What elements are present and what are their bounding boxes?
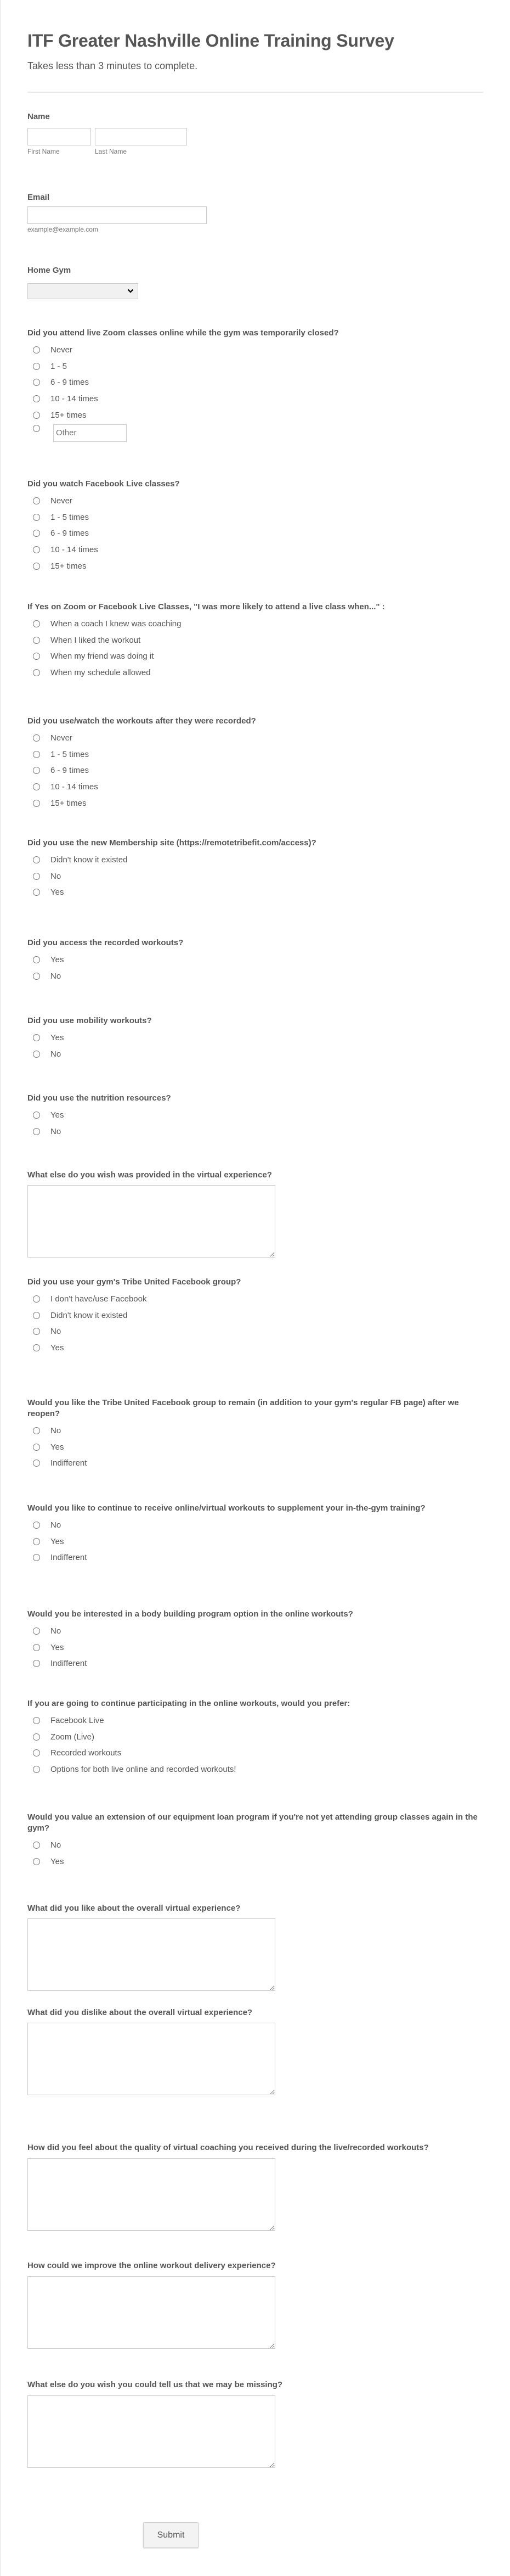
- radio-option[interactable]: No: [33, 1124, 483, 1140]
- radio-option[interactable]: I don't have/use Facebook: [33, 1291, 483, 1307]
- email-field-group: [27, 192, 483, 233]
- radio-button[interactable]: [33, 800, 40, 807]
- radio-option[interactable]: Didn't know it existed: [33, 852, 483, 868]
- radio-option[interactable]: Yes: [33, 1640, 483, 1656]
- question-label: Did you use the new Membership site (https://remotetribefit.com/access)?: [27, 838, 316, 848]
- disliked-textarea[interactable]: [27, 2023, 275, 2095]
- radio-option[interactable]: 6 - 9 times: [33, 525, 483, 542]
- question-label: Did you use the nutrition resources?: [27, 1093, 171, 1103]
- last-name-input[interactable]: [95, 128, 187, 145]
- question-label: How did you feel about the quality of virtual coaching you received during the live/recorded workouts?: [27, 2143, 429, 2152]
- radio-option[interactable]: Yes: [33, 1030, 483, 1046]
- radio-option[interactable]: Yes: [33, 1107, 483, 1124]
- radio-button[interactable]: [33, 514, 40, 521]
- page-left-border: [0, 0, 1, 2576]
- question-access-recorded: [27, 938, 483, 984]
- question-nutrition: [27, 1093, 483, 1140]
- radio-option[interactable]: No: [33, 1837, 483, 1854]
- form-subtitle: Takes less than 3 minutes to complete.: [27, 60, 198, 71]
- radio-button[interactable]: [33, 1328, 40, 1335]
- radio-button[interactable]: [33, 1749, 40, 1756]
- radio-option[interactable]: Options for both live online and recorded workouts!: [33, 1761, 483, 1778]
- question-membership-site: [27, 838, 483, 901]
- radio-option[interactable]: No: [33, 1517, 483, 1534]
- radio-button[interactable]: [33, 1538, 40, 1545]
- question-label: How could we improve the online workout delivery experience?: [27, 2261, 276, 2270]
- radio-option[interactable]: Yes: [33, 884, 483, 901]
- radio-button[interactable]: [33, 563, 40, 570]
- radio-button[interactable]: [33, 346, 40, 353]
- question-format-preference: [27, 1698, 483, 1777]
- radio-button[interactable]: [33, 783, 40, 790]
- radio-option[interactable]: 15+ times: [33, 558, 483, 574]
- question-label: Would you value an extension of our equipment loan program if you're not yet attending group classes again in the gym?: [27, 1812, 478, 1833]
- question-label: Would you be interested in a body building program option in the online workouts?: [27, 1609, 353, 1619]
- radio-option[interactable]: When my schedule allowed: [33, 665, 483, 681]
- radio-option[interactable]: No: [33, 1323, 483, 1340]
- coaching-quality-textarea[interactable]: [27, 2158, 275, 2231]
- radio-option[interactable]: No: [33, 1046, 483, 1063]
- radio-button[interactable]: [33, 637, 40, 644]
- first-name-sublabel: First Name: [27, 148, 60, 155]
- radio-option[interactable]: 1 - 5: [33, 358, 483, 375]
- radio-button[interactable]: [33, 973, 40, 980]
- radio-option[interactable]: Yes: [33, 952, 483, 968]
- name-field-group: [27, 111, 483, 155]
- radio-button[interactable]: [33, 412, 40, 419]
- radio-button[interactable]: [33, 1444, 40, 1451]
- radio-button[interactable]: [33, 1660, 40, 1667]
- radio-option[interactable]: Yes: [33, 1439, 483, 1456]
- improve-textarea[interactable]: [27, 2276, 275, 2349]
- radio-button[interactable]: [33, 767, 40, 774]
- question-label: If Yes on Zoom or Facebook Live Classes, "I was more likely to attend a live class when..." :: [27, 602, 385, 611]
- radio-button[interactable]: [33, 1766, 40, 1773]
- radio-option[interactable]: 6 - 9 times: [33, 374, 483, 391]
- radio-button[interactable]: [33, 1112, 40, 1119]
- radio-button[interactable]: [33, 620, 40, 627]
- radio-button[interactable]: [33, 1717, 40, 1724]
- radio-option[interactable]: When a coach I knew was coaching: [33, 616, 483, 632]
- radio-option[interactable]: Didn't know it existed: [33, 1307, 483, 1324]
- radio-button[interactable]: [33, 856, 40, 863]
- email-input[interactable]: [27, 206, 207, 224]
- question-label: Would you like the Tribe United Facebook group to remain (in addition to your gym's regular FB page) after we reopen?: [27, 1398, 459, 1418]
- wish-provided-textarea[interactable]: [27, 1185, 275, 1258]
- radio-button[interactable]: [33, 1644, 40, 1651]
- question-label: Did you access the recorded workouts?: [27, 938, 184, 947]
- question-recorded-watch: [27, 716, 483, 811]
- chevron-down-icon: [127, 288, 134, 294]
- radio-button[interactable]: [33, 956, 40, 963]
- radio-button[interactable]: [33, 1128, 40, 1135]
- question-continue-online: [27, 1503, 483, 1566]
- question-facebook-live: [27, 479, 483, 574]
- question-wish-provided: [27, 1170, 483, 1258]
- question-label: What else do you wish you could tell us that we may be missing?: [27, 2380, 283, 2389]
- radio-button[interactable]: [33, 379, 40, 386]
- question-label: Did you use your gym's Tribe United Facebook group?: [27, 1277, 241, 1287]
- question-label: Did you use/watch the workouts after they were recorded?: [27, 716, 256, 726]
- submit-button[interactable]: Submit: [143, 2522, 199, 2548]
- question-label: What else do you wish was provided in the virtual experience?: [27, 1170, 272, 1180]
- question-coaching-quality: [27, 2142, 483, 2231]
- radio-option[interactable]: Recorded workouts: [33, 1745, 483, 1761]
- question-label: What did you like about the overall virtual experience?: [27, 1904, 241, 1913]
- question-missing: [27, 2379, 483, 2468]
- radio-button[interactable]: [33, 889, 40, 896]
- radio-button[interactable]: [33, 546, 40, 553]
- radio-option[interactable]: Facebook Live: [33, 1713, 483, 1729]
- radio-button[interactable]: [33, 1344, 40, 1351]
- question-liked: [27, 1903, 483, 1991]
- radio-option[interactable]: Zoom (Live): [33, 1729, 483, 1746]
- radio-option[interactable]: 10 - 14 times: [33, 779, 483, 795]
- other-text-input[interactable]: [53, 424, 127, 442]
- radio-button[interactable]: [33, 1858, 40, 1865]
- radio-option[interactable]: 10 - 14 times: [33, 542, 483, 558]
- question-label: If you are going to continue participating in the online workouts, would you prefer:: [27, 1699, 350, 1708]
- radio-button[interactable]: [33, 1842, 40, 1849]
- radio-option[interactable]: No: [33, 868, 483, 885]
- question-label: Would you like to continue to receive online/virtual workouts to supplement your in-the-gym training?: [27, 1503, 426, 1513]
- question-mobility: [27, 1015, 483, 1062]
- email-sublabel: example@example.com: [27, 226, 98, 233]
- question-body-building: [27, 1609, 483, 1672]
- radio-option[interactable]: No: [33, 968, 483, 985]
- radio-option[interactable]: 15+ times: [33, 407, 483, 423]
- radio-option[interactable]: Indifferent: [33, 1655, 483, 1672]
- form-title: ITF Greater Nashville Online Training Survey: [27, 31, 394, 50]
- last-name-sublabel: Last Name: [95, 148, 127, 155]
- question-label: Did you attend live Zoom classes online while the gym was temporarily closed?: [27, 328, 339, 338]
- radio-option[interactable]: Never: [33, 342, 483, 358]
- radio-button[interactable]: [33, 1034, 40, 1041]
- radio-button[interactable]: [33, 363, 40, 370]
- question-fb-group-remain: [27, 1398, 483, 1472]
- first-name-input[interactable]: [27, 128, 91, 145]
- radio-button[interactable]: [33, 751, 40, 758]
- radio-option[interactable]: 15+ times: [33, 795, 483, 811]
- question-attend-reason: [27, 602, 483, 681]
- question-label: Did you watch Facebook Live classes?: [27, 479, 180, 489]
- home-gym-label: Home Gym: [27, 266, 71, 275]
- radio-option-other[interactable]: [33, 423, 483, 445]
- question-improve: [27, 2260, 483, 2349]
- liked-textarea[interactable]: [27, 1918, 275, 1991]
- radio-option[interactable]: 6 - 9 times: [33, 762, 483, 779]
- radio-button[interactable]: [33, 1460, 40, 1467]
- radio-button[interactable]: [33, 425, 40, 432]
- radio-button[interactable]: [33, 734, 40, 742]
- header-divider: [27, 92, 483, 93]
- radio-button[interactable]: [33, 873, 40, 880]
- radio-button[interactable]: [33, 1554, 40, 1561]
- radio-button[interactable]: [33, 530, 40, 537]
- radio-button[interactable]: [33, 1051, 40, 1058]
- home-gym-field-group: [27, 265, 483, 299]
- radio-button[interactable]: [33, 1522, 40, 1529]
- home-gym-select[interactable]: [27, 283, 138, 299]
- radio-button[interactable]: [33, 1627, 40, 1635]
- radio-option[interactable]: When I liked the workout: [33, 632, 483, 649]
- radio-option[interactable]: Yes: [33, 1854, 483, 1870]
- radio-button[interactable]: [33, 1427, 40, 1434]
- radio-option[interactable]: 10 - 14 times: [33, 391, 483, 407]
- radio-button[interactable]: [33, 1312, 40, 1319]
- radio-option[interactable]: When my friend was doing it: [33, 648, 483, 665]
- radio-button[interactable]: [33, 653, 40, 660]
- radio-option[interactable]: Never: [33, 730, 483, 747]
- question-label: What did you dislike about the overall virtual experience?: [27, 2008, 253, 2017]
- radio-button[interactable]: [33, 497, 40, 504]
- question-label: Did you use mobility workouts?: [27, 1016, 152, 1025]
- radio-button[interactable]: [33, 1295, 40, 1303]
- radio-button[interactable]: [33, 1733, 40, 1741]
- radio-option[interactable]: 1 - 5 times: [33, 509, 483, 526]
- missing-textarea[interactable]: [27, 2395, 275, 2468]
- question-fb-group-use: [27, 1277, 483, 1356]
- email-label: Email: [27, 193, 50, 202]
- name-label: Name: [27, 112, 50, 121]
- radio-option[interactable]: No: [33, 1623, 483, 1640]
- question-equipment-loan: [27, 1812, 483, 1870]
- radio-option[interactable]: Never: [33, 493, 483, 509]
- radio-button[interactable]: [33, 669, 40, 676]
- radio-option[interactable]: 1 - 5 times: [33, 747, 483, 763]
- radio-option[interactable]: Yes: [33, 1534, 483, 1550]
- question-disliked: [27, 2007, 483, 2095]
- radio-option[interactable]: Indifferent: [33, 1455, 483, 1472]
- radio-button[interactable]: [33, 395, 40, 402]
- radio-option[interactable]: Yes: [33, 1340, 483, 1356]
- question-zoom-attendance: [27, 328, 483, 445]
- radio-option[interactable]: Indifferent: [33, 1550, 483, 1566]
- radio-option[interactable]: No: [33, 1423, 483, 1439]
